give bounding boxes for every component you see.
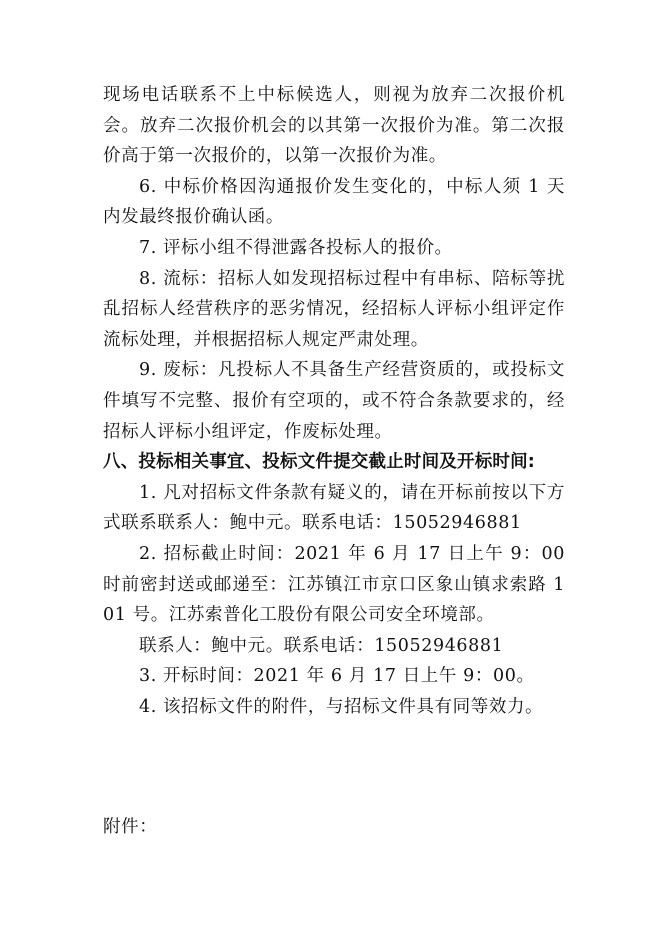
section-item-3: 3. 开标时间：2021 年 6 月 17 日上午 9：00。	[139, 666, 535, 687]
section-item-4: 4. 该招标文件的附件，与招标文件具有同等效力。	[139, 696, 544, 717]
section-item-1: 1. 凡对招标文件条款有疑义的，请在开标前按以下方式联系联系人：鲍中元。联系电话：15052946881	[103, 482, 565, 534]
paragraph-continuation: 现场电话联系不上中标候选人，则视为放弃二次报价机会。放弃二次报价机会的以其第一次报价为准。第二次报价高于第一次报价的，以第一次报价为准。	[103, 85, 565, 167]
paragraph-item-7: 7. 评标小组不得泄露各投标人的报价。	[139, 237, 453, 258]
paragraph-item-6: 6. 中标价格因沟通报价发生变化的，中标人须 1 天内发最终报价确认函。	[103, 176, 565, 228]
attachment-label: 附件：	[103, 817, 158, 837]
paragraph-item-8: 8. 流标：招标人如发现招标过程中有串标、陪标等扰乱招标人经营秩序的恶劣情况，经招标人评标小组评定作流标处理，并根据招标人规定严肃处理。	[103, 268, 565, 350]
document-body	[103, 80, 565, 722]
section-item-2: 2. 招标截止时间：2021 年 6 月 17 日上午 9：00 时前密封送或邮递至：江苏镇江市京口区象山镇求索路 101 号。江苏索普化工股份有限公司安全环境部。	[103, 543, 565, 626]
paragraph-item-9: 9. 废标：凡投标人不具备生产经营资质的，或投标文件填写不完整、报价有空项的，或不符合条款要求的，经招标人评标小组评定，作废标处理。	[103, 360, 565, 442]
section-heading: 八、投标相关事宜、投标文件提交截止时间及开标时间:	[103, 452, 535, 473]
section-item-contact: 联系人：鲍中元。联系电话：15052946881	[139, 635, 504, 656]
